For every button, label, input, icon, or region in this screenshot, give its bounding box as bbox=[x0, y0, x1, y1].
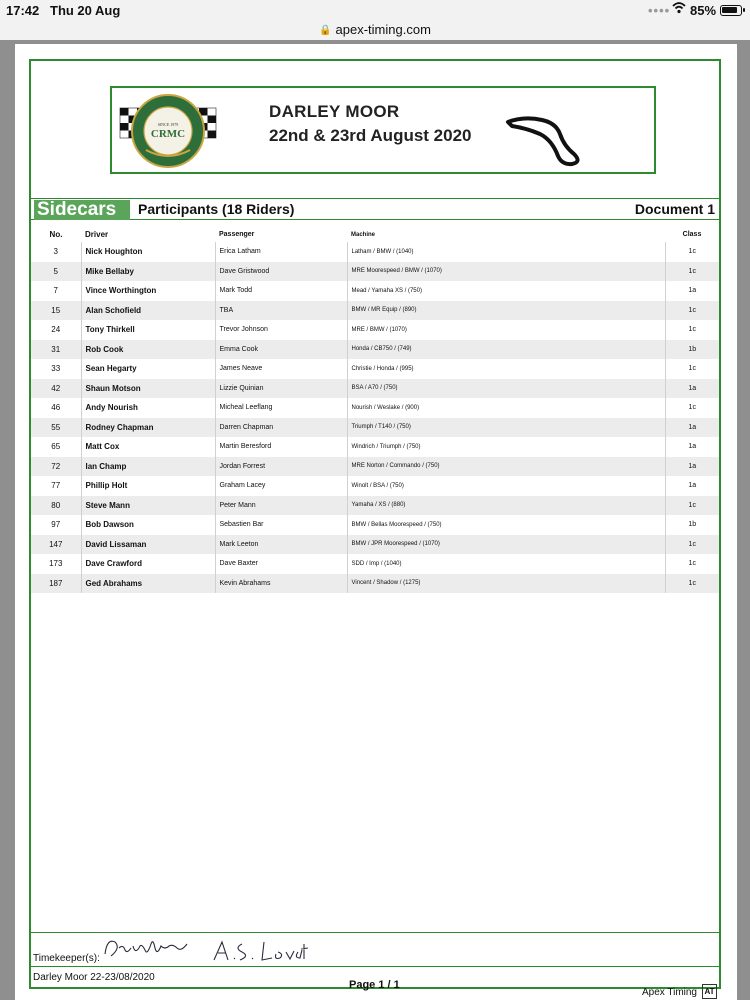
cell-class: 1a bbox=[688, 287, 697, 295]
footer-divider-2 bbox=[31, 966, 719, 967]
cell-class: 1c bbox=[688, 404, 696, 412]
cell-passenger: Trevor Johnson bbox=[215, 320, 347, 340]
signature-2 bbox=[210, 938, 310, 964]
cell-machine: Christie / Honda / (995) bbox=[347, 359, 665, 379]
cell-no: 33 bbox=[31, 359, 81, 379]
cell-class: 1c bbox=[688, 306, 696, 314]
cell-class: 1c bbox=[688, 248, 696, 256]
cell-machine: Triumph / T140 / (750) bbox=[347, 418, 665, 438]
table-row bbox=[31, 515, 719, 535]
cell-passenger: Mark Leeton bbox=[215, 535, 347, 555]
col-no: No. bbox=[49, 230, 63, 239]
document-number: Document 1 bbox=[634, 201, 715, 217]
table-row bbox=[31, 359, 719, 379]
cell-class: 1a bbox=[688, 443, 697, 451]
cell-class: 1b bbox=[688, 345, 697, 353]
cell-passenger: Jordan Forrest bbox=[215, 457, 347, 477]
class-name: Sidecars bbox=[34, 200, 130, 220]
col-driver: Driver bbox=[85, 230, 109, 239]
cell-driver: Dave Crawford bbox=[81, 554, 215, 574]
cell-no: 5 bbox=[31, 262, 81, 282]
cell-passenger: Darren Chapman bbox=[215, 418, 347, 438]
cell-driver: Rodney Chapman bbox=[81, 418, 215, 438]
cell-driver: Andy Nourish bbox=[81, 398, 215, 418]
battery-icon bbox=[720, 5, 742, 16]
cell-driver: Bob Dawson bbox=[81, 515, 215, 535]
cell-driver: Alan Schofield bbox=[81, 301, 215, 321]
cell-machine: Windrich / Triumph / (750) bbox=[347, 437, 665, 457]
event-dates: 22nd & 23rd August 2020 bbox=[269, 126, 472, 145]
cell-machine: SDD / Imp / (1040) bbox=[347, 554, 665, 574]
class-heading bbox=[31, 198, 719, 220]
table-row bbox=[31, 281, 719, 301]
cell-passenger: TBA bbox=[215, 301, 347, 321]
cell-class: 1a bbox=[688, 423, 697, 431]
cell-machine: Latham / BMW / (1040) bbox=[347, 242, 665, 262]
col-machine: Machine bbox=[351, 231, 376, 238]
participants-table bbox=[31, 227, 719, 593]
event-banner bbox=[110, 86, 656, 174]
table-header bbox=[31, 227, 719, 242]
apex-timing-brand: Apex Timing bbox=[641, 987, 697, 998]
cell-machine: MRE Moorespeed / BMW / (1070) bbox=[347, 262, 665, 282]
col-passenger: Passenger bbox=[219, 231, 255, 238]
battery-percent: 85% bbox=[690, 3, 717, 18]
cell-passenger: Sebastien Bar bbox=[215, 515, 347, 535]
table-row bbox=[31, 320, 719, 340]
lock-icon: 🔒 bbox=[319, 25, 332, 36]
participants-count: Participants (18 Riders) bbox=[138, 201, 295, 217]
table-row bbox=[31, 379, 719, 399]
cell-machine: Honda / CB750 / (749) bbox=[347, 340, 665, 360]
cell-driver: Ian Champ bbox=[81, 457, 215, 477]
cell-no: 42 bbox=[31, 379, 81, 399]
cell-driver: Nick Houghton bbox=[81, 242, 215, 262]
cell-driver: Phillip Holt bbox=[81, 476, 215, 496]
address-bar[interactable] bbox=[0, 22, 750, 40]
cell-driver: Ged Abrahams bbox=[81, 574, 215, 594]
cell-no: 3 bbox=[31, 242, 81, 262]
cell-driver: Vince Worthington bbox=[81, 281, 215, 301]
cell-no: 24 bbox=[31, 320, 81, 340]
cell-class: 1c bbox=[688, 540, 696, 548]
cell-machine: MRE Norton / Commando / (750) bbox=[347, 457, 665, 477]
status-time: 17:42 bbox=[6, 3, 40, 18]
table-row bbox=[31, 398, 719, 418]
page-number: Page 1 / 1 bbox=[349, 979, 400, 991]
cell-driver: Mike Bellaby bbox=[81, 262, 215, 282]
document-page bbox=[15, 44, 737, 1000]
cell-machine: BSA / A70 / (750) bbox=[347, 379, 665, 399]
table-row bbox=[31, 457, 719, 477]
cell-machine: Winolt / BSA / (750) bbox=[347, 476, 665, 496]
table-row bbox=[31, 535, 719, 555]
timekeeper-label: Timekeeper(s): bbox=[33, 953, 100, 964]
cell-passenger: Mark Todd bbox=[215, 281, 347, 301]
cell-no: 31 bbox=[31, 340, 81, 360]
cell-no: 65 bbox=[31, 437, 81, 457]
cell-no: 187 bbox=[31, 574, 81, 594]
event-title: DARLEY MOOR bbox=[269, 102, 400, 121]
cell-passenger: Erica Latham bbox=[215, 242, 347, 262]
cell-class: 1c bbox=[688, 326, 696, 334]
track-map-icon bbox=[504, 110, 598, 168]
cell-machine: Yamaha / XS / (880) bbox=[347, 496, 665, 516]
cell-class: 1c bbox=[688, 365, 696, 373]
cell-class: 1c bbox=[688, 501, 696, 509]
cell-passenger: Kevin Abrahams bbox=[215, 574, 347, 594]
col-class: Class bbox=[682, 231, 702, 238]
signal-icon: •••• bbox=[648, 3, 671, 18]
cell-passenger: Emma Cook bbox=[215, 340, 347, 360]
table-row bbox=[31, 262, 719, 282]
cell-class: 1c bbox=[688, 579, 696, 587]
cell-driver: Rob Cook bbox=[81, 340, 215, 360]
cell-passenger: Dave Gristwood bbox=[215, 262, 347, 282]
cell-driver: Sean Hegarty bbox=[81, 359, 215, 379]
club-logo bbox=[116, 90, 220, 172]
table-row bbox=[31, 574, 719, 594]
signature-1 bbox=[101, 934, 191, 962]
table-row bbox=[31, 418, 719, 438]
cell-machine: BMW / Bellas Moorespeed / (750) bbox=[347, 515, 665, 535]
cell-passenger: Graham Lacey bbox=[215, 476, 347, 496]
cell-passenger: Dave Baxter bbox=[215, 554, 347, 574]
cell-machine: Nourish / Weslake / (900) bbox=[347, 398, 665, 418]
cell-class: 1a bbox=[688, 482, 697, 490]
cell-machine: BMW / MR Equip / (890) bbox=[347, 301, 665, 321]
cell-class: 1b bbox=[688, 521, 697, 529]
cell-no: 77 bbox=[31, 476, 81, 496]
cell-no: 80 bbox=[31, 496, 81, 516]
table-row bbox=[31, 437, 719, 457]
cell-driver: Matt Cox bbox=[81, 437, 215, 457]
table-row bbox=[31, 554, 719, 574]
cell-class: 1a bbox=[688, 462, 697, 470]
table-row bbox=[31, 496, 719, 516]
cell-no: 55 bbox=[31, 418, 81, 438]
cell-no: 72 bbox=[31, 457, 81, 477]
cell-no: 173 bbox=[31, 554, 81, 574]
cell-driver: David Lissaman bbox=[81, 535, 215, 555]
footer-divider bbox=[31, 932, 719, 933]
cell-class: 1a bbox=[688, 384, 697, 392]
table-row bbox=[31, 242, 719, 262]
cell-passenger: Lizzie Quinian bbox=[215, 379, 347, 399]
cell-driver: Tony Thirkell bbox=[81, 320, 215, 340]
table-row bbox=[31, 340, 719, 360]
venue-date: Darley Moor 22-23/08/2020 bbox=[33, 972, 155, 983]
cell-no: 97 bbox=[31, 515, 81, 535]
cell-class: 1c bbox=[688, 560, 696, 568]
status-bar bbox=[0, 0, 750, 22]
cell-no: 7 bbox=[31, 281, 81, 301]
cell-no: 15 bbox=[31, 301, 81, 321]
status-date: Thu 20 Aug bbox=[50, 3, 121, 18]
cell-machine: BMW / JPR Moorespeed / (1070) bbox=[347, 535, 665, 555]
apex-timing-icon: AT bbox=[702, 984, 717, 999]
url-text: apex-timing.com bbox=[335, 22, 431, 37]
cell-passenger: Peter Mann bbox=[215, 496, 347, 516]
cell-machine: Vincent / Shadow / (1275) bbox=[347, 574, 665, 594]
cell-machine: MRE / BMW / (1070) bbox=[347, 320, 665, 340]
wifi-icon bbox=[672, 1, 686, 15]
table-row bbox=[31, 476, 719, 496]
cell-driver: Steve Mann bbox=[81, 496, 215, 516]
cell-passenger: James Neave bbox=[215, 359, 347, 379]
cell-passenger: Micheal Leeflang bbox=[215, 398, 347, 418]
cell-no: 46 bbox=[31, 398, 81, 418]
cell-passenger: Martin Beresford bbox=[215, 437, 347, 457]
cell-machine: Mead / Yamaha XS / (750) bbox=[347, 281, 665, 301]
logo-text: CRMC bbox=[150, 128, 186, 140]
logo-since: SINCE 1979 bbox=[157, 122, 179, 127]
cell-no: 147 bbox=[31, 535, 81, 555]
table-row bbox=[31, 301, 719, 321]
cell-class: 1c bbox=[688, 267, 696, 275]
cell-driver: Shaun Motson bbox=[81, 379, 215, 399]
